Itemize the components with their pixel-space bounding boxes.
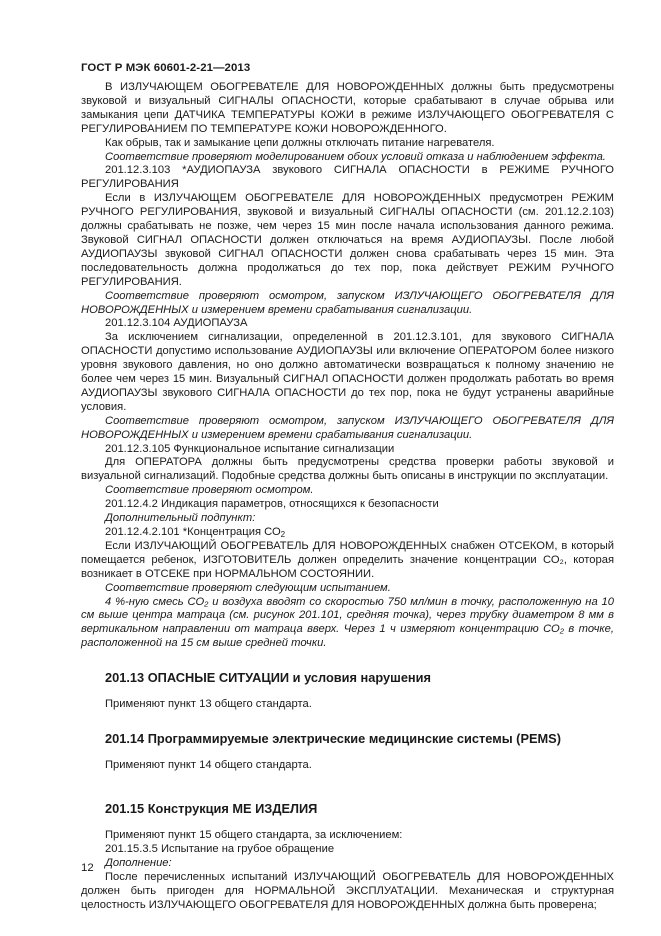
paragraph-rough-handling: После перечисленных испытаний ИЗЛУЧАЮЩИЙ ОБОГРЕВАТЕЛЬ ДЛЯ НОВОРОЖДЕННЫХ должен быть пригоден для НОРМАЛЬНОЙ ЭКСПЛУАТАЦИИ. Механическая и структурная целостность ИЗЛУЧАЮЩЕГО ОБОГРЕВАТЕЛЯ ДЛЯ НОВОРОЖДЕННЫХ должна быть проверена;: [81, 870, 614, 911]
clause-201-12-4-2-101: [81, 526, 614, 540]
paragraph-co2-concentration: Если ИЗЛУЧАЮЩИЙ ОБОГРЕВАТЕЛЬ ДЛЯ НОВОРОЖДЕННЫХ снабжен ОТСЕКОМ, в который помещается ребенок, ИЗГОТОВИТЕЛЬ должен определить значение концентрации СО₂, которая возникает в ОТСЕКЕ при НОРМАЛЬНОМ СОСТОЯНИИ.: [81, 539, 614, 580]
section-title-201-15: 201.15 Конструкция МЕ ИЗДЕЛИЯ: [105, 800, 318, 816]
clause-201-12-4-2: 201.12.4.2 Индикация параметров, относящихся к безопасности: [105, 498, 439, 511]
paragraph-audio-pause: За исключением сигнализации, определенной в 201.12.3.101, для звукового СИГНАЛА ОПАСНОСТИ допустимо использование АУДИОПАУЗЫ или включение ОПЕРАТОРОМ более низкого уровня звукового давления, но оно должно автоматически возвращаться к полному значению не более чем через 15 мин. Визуальный СИГНАЛ ОПАСНОСТИ должен продолжать работать во время АУДИОПАУЗЫ звукового СИГНАЛА ОПАСНОСТИ до тех пор, пока не будут устранены аварийные условия.: [81, 331, 614, 413]
section-title-201-13: 201.13 ОПАСНЫЕ СИТУАЦИИ и условия нарушения: [105, 670, 431, 686]
spacer: [81, 817, 614, 829]
paragraph-addition: Дополнение:: [105, 856, 172, 869]
paragraph-co2-test-method: 4 %-ную смесь СО₂ и воздуха вводят со скоростью 750 мл/мин в точку, расположенную на 10 см выше центра матраца (см. рисунок 201.101, средняя точка), через трубку диаметром 8 мм в вертикальном направлении от матраца вверх. Через 1 ч измеряют концентрацию СО₂ в точке, расположенной на 15 см выше средней точки.: [81, 595, 614, 650]
clause-201-12-3-104: 201.12.3.104 АУДИОПАУЗА: [105, 317, 248, 330]
paragraph-power-off: Как обрыв, так и замыкание цепи должны отключать питание нагревателя.: [105, 136, 495, 149]
section-text-201-15: Применяют пункт 15 общего стандарта, за исключением:: [105, 828, 403, 841]
clause-201-12-3-103: 201.12.3.103 *АУДИОПАУЗА звукового СИГНАЛА ОПАСНОСТИ в РЕЖИМЕ РУЧНОГО РЕГУЛИРОВАНИЯ: [81, 164, 614, 191]
paragraph-compliance-inspection-2: Соответствие проверяют осмотром, запуском ИЗЛУЧАЮЩЕГО ОБОГРЕВАТЕЛЯ ДЛЯ НОВОРОЖДЕННЫХ и измерением времени срабатывания сигнализации.: [81, 414, 614, 441]
clause-201-12-3-105: 201.12.3.105 Функциональное испытание сигнализации: [105, 442, 395, 455]
spacer: [81, 773, 614, 792]
paragraph-compliance-test: Соответствие проверяют следующим испытанием.: [105, 581, 391, 594]
document-body: [81, 81, 614, 912]
section-text-201-13: Применяют пункт 13 общего стандарта.: [105, 698, 312, 711]
spacer: [81, 651, 614, 670]
spacer: [81, 747, 614, 759]
co2-subscript: 2: [280, 530, 286, 539]
standard-header: ГОСТ Р МЭК 60601-2-21—2013: [81, 62, 251, 74]
section-title-201-14: 201.14 Программируемые электрические медицинские системы (PEMS): [105, 731, 561, 747]
paragraph-compliance-simulation: Соответствие проверяют моделированием обоих условий отказа и наблюдением эффекта.: [105, 150, 606, 163]
spacer: [81, 712, 614, 731]
co2-clause-text: 201.12.4.2.101 *Концентрация СО: [105, 526, 281, 538]
paragraph-additional-subclause: Дополнительный подпункт:: [105, 512, 256, 525]
clause-201-15-3-5: 201.15.3.5 Испытание на грубое обращение: [105, 842, 335, 855]
paragraph-alarm-requirement: В ИЗЛУЧАЮЩЕМ ОБОГРЕВАТЕЛЕ ДЛЯ НОВОРОЖДЕННЫХ должны быть предусмотрены звуковой и визуальный СИГНАЛЫ ОПАСНОСТИ, которые срабатывают в случае обрыва или замыкания цепи ДАТЧИКА ТЕМПЕРАТУРЫ КОЖИ в режиме ИЗЛУЧАЮЩЕГО ОБОГРЕВАТЕЛЯ С РЕГУЛИРОВАНИЕМ ПО ТЕМПЕРАТУРЕ КОЖИ НОВОРОЖДЕННОГО.: [81, 81, 614, 135]
spacer: [81, 792, 614, 801]
paragraph-manual-mode-alarm: Если в ИЗЛУЧАЮЩЕМ ОБОГРЕВАТЕЛЕ ДЛЯ НОВОРОЖДЕННЫХ предусмотрен РЕЖИМ РУЧНОГО РЕГУЛИРОВАНИЯ, звуковой и визуальный СИГНАЛЫ ОПАСНОСТИ (см. 201.12.2.103) должны срабатывать не позже, чем через 15 мин после начала использования данного режима. Звуковой СИГНАЛ ОПАСНОСТИ должен отключаться на время АУДИОПАУЗЫ. После любой АУДИОПАУЗЫ звуковой СИГНАЛ ОПАСНОСТИ должен снова срабатывать через 15 мин. Эта последовательность должна продолжаться до тех пор, пока действует РЕЖИМ РУЧНОГО РЕГУЛИРОВАНИЯ.: [81, 192, 614, 288]
page-number: 12: [81, 862, 94, 874]
section-text-201-14: Применяют пункт 14 общего стандарта.: [105, 759, 312, 772]
paragraph-compliance-inspection-1: Соответствие проверяют осмотром, запуском ИЗЛУЧАЮЩЕГО ОБОГРЕВАТЕЛЯ ДЛЯ НОВОРОЖДЕННЫХ и измерением времени срабатывания сигнализации.: [81, 289, 614, 316]
paragraph-alarm-test-means: Для ОПЕРАТОРА должны быть предусмотрены средства проверки работы звуковой и визуальной сигнализаций. Подобные средства должны быть описаны в инструкции по эксплуатации.: [81, 456, 614, 483]
spacer: [81, 686, 614, 698]
paragraph-compliance-inspection-3: Соответствие проверяют осмотром.: [105, 484, 314, 497]
